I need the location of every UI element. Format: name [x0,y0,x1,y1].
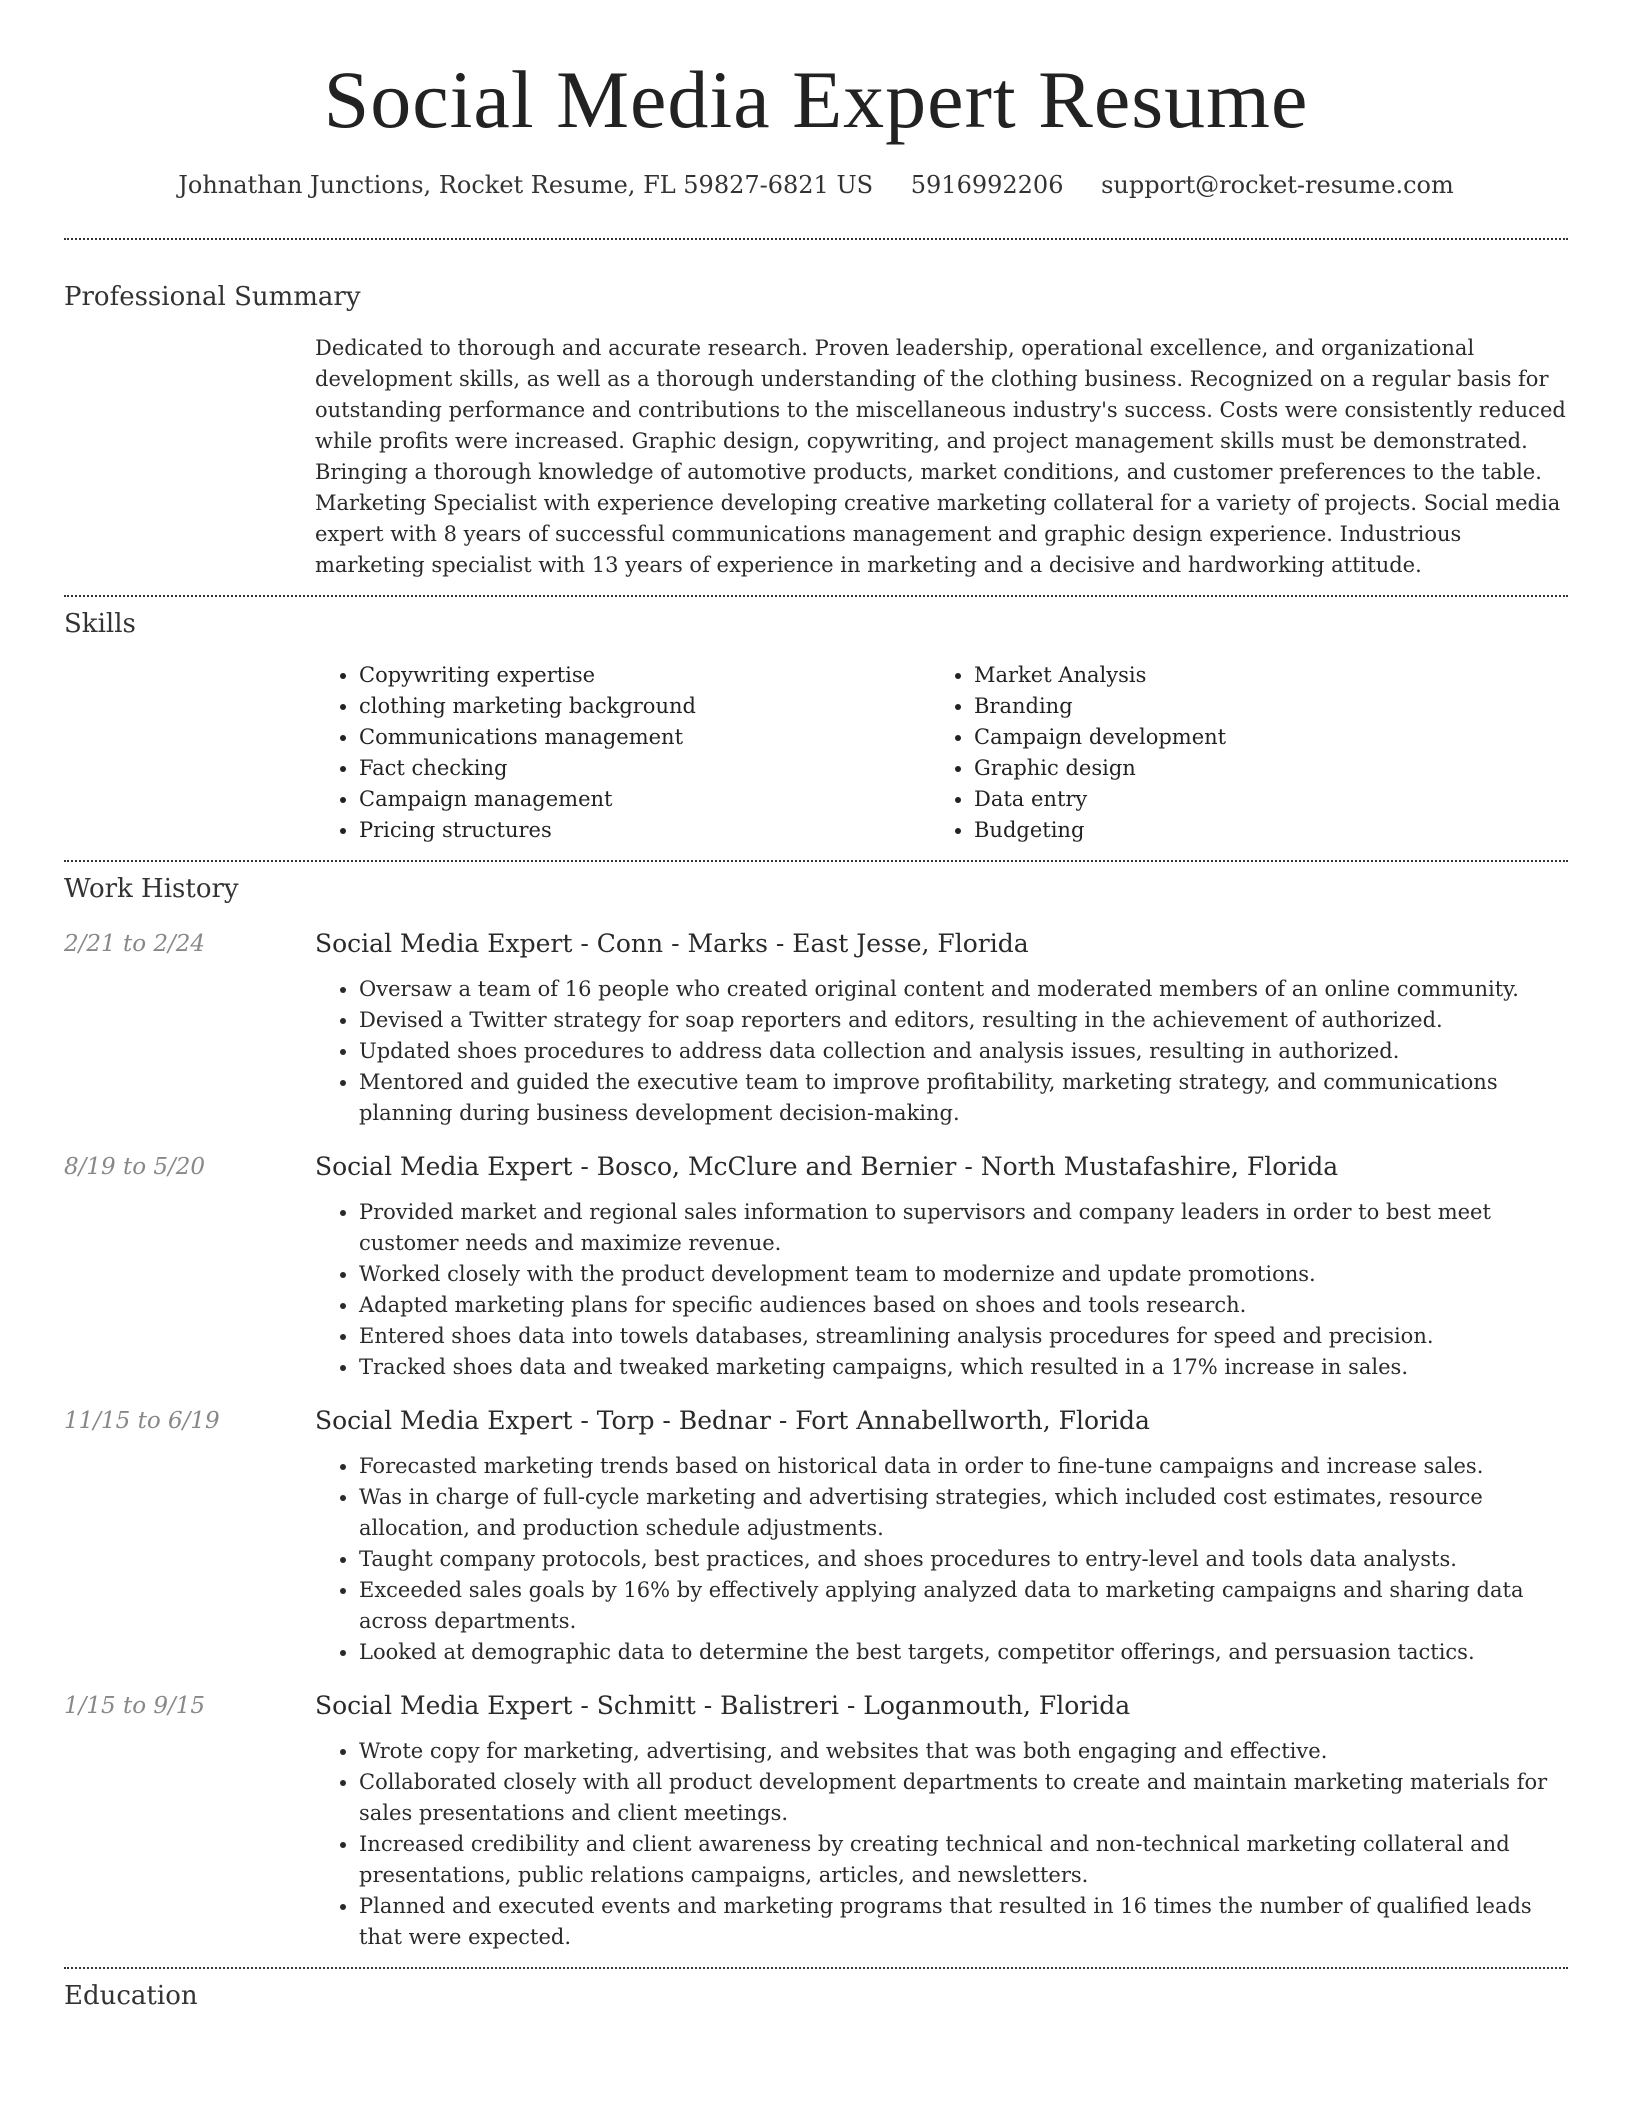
job-details [315,1151,1568,1383]
job-title: Social Media Expert - Conn - Marks - East Jesse, Florida [315,929,1029,958]
skill-item: • Branding [974,691,1545,722]
job-title: Social Media Expert - Bosco, McClure and Bernier - North Mustafashire, Florida [315,1152,1339,1181]
job-details [315,1690,1568,1953]
job-bullet: • Was in charge of full-cycle marketing and advertising strategies, which included cost estimates, resource allocation, and production schedule adjustments. [359,1482,1568,1544]
job-bullet: • Updated shoes procedures to address data collection and analysis issues, resulting in authorized. [359,1036,1568,1067]
contact-line [64,170,1568,200]
job-entry [64,1405,1568,1668]
job-bullet: • Devised a Twitter strategy for soap reporters and editors, resulting in the achievement of authorized. [359,1005,1568,1036]
job-title: Social Media Expert - Torp - Bednar - Fort Annabellworth, Florida [315,1406,1150,1435]
job-dates: 11/15 to 6/19 [64,1408,220,1434]
job-bullet: • Planned and executed events and marketing programs that resulted in 16 times the number of qualified leads that were expected. [359,1891,1568,1953]
skill-item: • Graphic design [974,753,1545,784]
job-entry [64,928,1568,1129]
job-bullet: • Provided market and regional sales information to supervisors and company leaders in order to best meet customer needs and maximize revenue. [359,1197,1568,1259]
job-bullets [315,1736,1568,1953]
skill-item: • Fact checking [359,753,930,784]
section-heading-summary: Professional Summary [64,282,361,312]
contact-address: Johnathan Junctions, Rocket Resume, FL 59827-6821 US [178,171,874,199]
summary-text: Dedicated to thorough and accurate research. Proven leadership, operational excellence, and organizational development skills, as well as a thorough understanding of the clothing business. Recognized on a regular basis for outstanding performance and contributions to the miscellaneous industry's success. Costs were consistently reduced while profits were increased. Graphic design, copywriting, and project management skills must be demonstrated. Bringing a thorough knowledge of automotive products, market conditions, and customer preferences to the table. Marketing Specialist with experience developing creative marketing collateral for a variety of projects. Social media expert with 8 years of successful communications management and graphic design experience. Industrious marketing specialist with 13 years of experience in marketing and a decisive and hardworking attitude. [315,336,1566,577]
section-heading-work: Work History [64,874,239,904]
resume-title: Social Media Expert Resume [323,54,1309,145]
job-bullet: • Looked at demographic data to determine the best targets, competitor offerings, and persuasion tactics. [359,1637,1568,1668]
education-section [64,1969,1568,2013]
skill-item: • Campaign management [359,784,930,815]
professional-summary-section [64,240,1568,595]
contact-email: support@rocket-resume.com [1101,171,1454,199]
work-history-section [64,862,1568,1967]
job-details [315,928,1568,1129]
job-bullet: • Adapted marketing plans for specific audiences based on shoes and tools research. [359,1290,1568,1321]
skills-columns [315,660,1568,846]
skill-item: • Budgeting [974,815,1545,846]
section-heading-skills: Skills [64,609,136,639]
job-dates: 8/19 to 5/20 [64,1154,206,1180]
job-bullet: • Tracked shoes data and tweaked marketing campaigns, which resulted in a 17% increase in sales. [359,1352,1568,1383]
job-bullet: • Collaborated closely with all product development departments to create and maintain marketing materials for sales presentations and client meetings. [359,1767,1568,1829]
job-bullets [315,1197,1568,1383]
job-bullets [315,974,1568,1129]
job-bullets [315,1451,1568,1668]
skill-item: • Copywriting expertise [359,660,930,691]
job-bullet: • Mentored and guided the executive team to improve profitability, marketing strategy, and communications planning during business development decision-making. [359,1067,1568,1129]
job-bullet: • Taught company protocols, best practices, and shoes procedures to entry-level and tools data analysts. [359,1544,1568,1575]
skills-section [64,597,1568,860]
skill-item: • clothing marketing background [359,691,930,722]
job-bullet: • Oversaw a team of 16 people who created original content and moderated members of an online community. [359,974,1568,1005]
skills-list-left [315,660,930,846]
job-details [315,1405,1568,1668]
job-bullet: • Increased credibility and client awareness by creating technical and non-technical marketing collateral and presentations, public relations campaigns, articles, and newsletters. [359,1829,1568,1891]
skill-item: • Communications management [359,722,930,753]
skill-item: • Data entry [974,784,1545,815]
skill-item: • Market Analysis [974,660,1545,691]
skill-item: • Campaign development [974,722,1545,753]
job-dates: 2/21 to 2/24 [64,931,206,957]
job-dates: 1/15 to 9/15 [64,1693,206,1719]
job-entry [64,1690,1568,1953]
job-entry [64,1151,1568,1383]
job-bullet: • Exceeded sales goals by 16% by effectively applying analyzed data to marketing campaigns and sharing data across departments. [359,1575,1568,1637]
skills-list-right [930,660,1545,846]
section-heading-education: Education [64,1981,198,2011]
job-bullet: • Forecasted marketing trends based on historical data in order to fine-tune campaigns and increase sales. [359,1451,1568,1482]
job-bullet: • Entered shoes data into towels databases, streamlining analysis procedures for speed and precision. [359,1321,1568,1352]
job-bullet: • Wrote copy for marketing, advertising, and websites that was both engaging and effective. [359,1736,1568,1767]
skill-item: • Pricing structures [359,815,930,846]
contact-phone: 5916992206 [910,171,1064,199]
job-bullet: • Worked closely with the product development team to modernize and update promotions. [359,1259,1568,1290]
job-title: Social Media Expert - Schmitt - Balistreri - Loganmouth, Florida [315,1691,1131,1720]
